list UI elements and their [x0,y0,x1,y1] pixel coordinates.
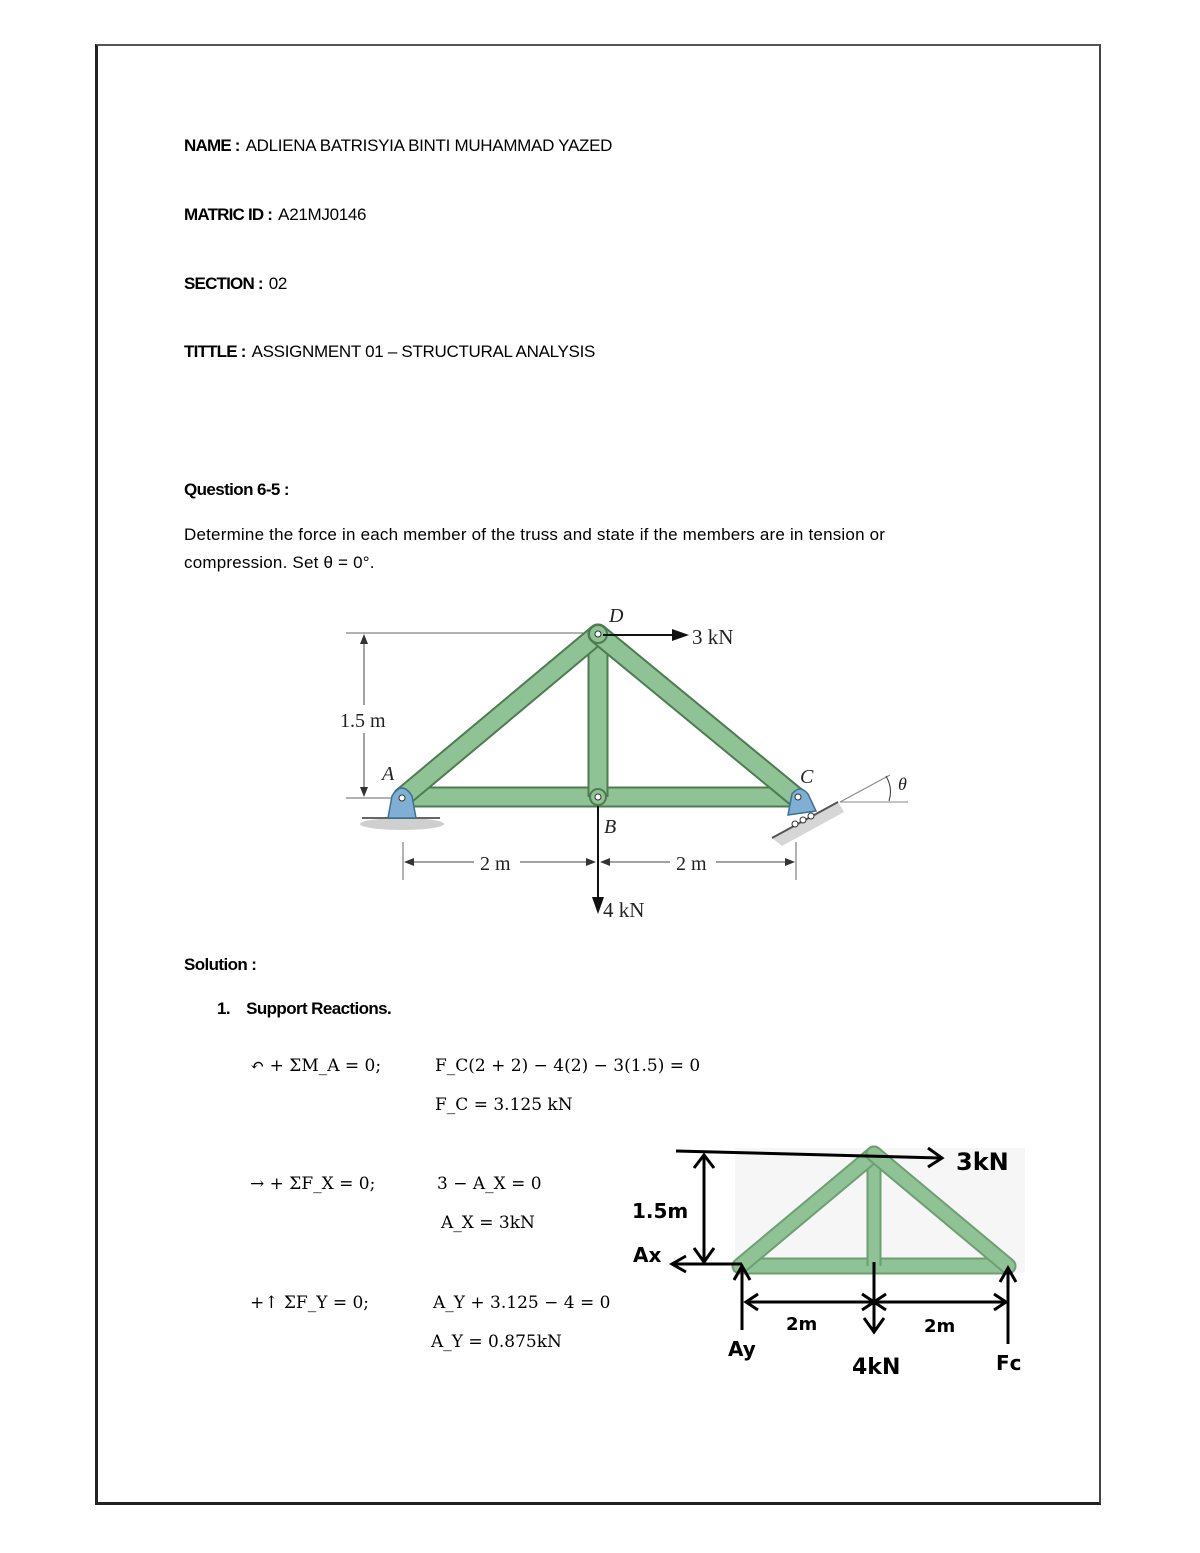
eq2-line2: A_X = 3kN [441,1213,535,1233]
eq1-line2: F_C = 3.125 kN [435,1095,573,1115]
fbd-span-right-label: 2m [924,1316,956,1337]
fbd-ax-label: Ax [633,1243,662,1267]
dim-arrow-4 [785,858,795,866]
fbd-height-label: 1.5m [632,1199,689,1223]
name-label: NAME : [184,136,240,155]
label-d: D [609,605,624,627]
theta-label: θ [898,774,907,794]
solution-title: Solution : [184,955,257,974]
eq1-line1: F_C(2 + 2) − 4(2) − 3(1.5) = 0 [435,1056,701,1076]
member-ad [403,634,598,797]
truss-members [403,625,796,805]
section-label: SECTION : [184,274,263,293]
theta-incline-line [840,775,890,802]
load-4kn-label: 4 kN [603,898,645,922]
name-value: ADLIENA BATRISYIA BINTI MUHAMMAD YAZED [245,136,613,155]
fbd-4kn-label: 4kN [852,1355,901,1380]
question-text-line1: Determine the force in each member of the truss and state if the members are in tension or [184,525,886,544]
pin-d [595,631,601,637]
load-3kn-label: 3 kN [692,625,734,649]
label-c: C [800,766,814,788]
roller-1 [792,821,798,827]
roller-3 [808,813,814,819]
theta-arc [886,776,890,801]
eq2-line1: 3 − A_X = 0 [437,1174,542,1194]
eq3-line1: A_Y + 3.125 − 4 = 0 [433,1293,611,1313]
height-label: 1.5 m [340,710,386,732]
fbd-3kn-label: 3kN [956,1148,1009,1176]
span-left-label: 2 m [480,853,511,875]
load-3kn-arrowhead [672,629,689,641]
label-a: A [382,763,395,785]
dim-arrow-3 [600,858,610,866]
roller-2 [800,817,806,823]
matric-label: MATRIC ID : [184,205,273,224]
title-value: ASSIGNMENT 01 – STRUCTURAL ANALYSIS [251,342,596,361]
matric-line [184,205,366,225]
support-c-body [788,789,816,815]
dim-height-arrow-up [360,634,368,644]
pin-a [399,795,405,801]
eq3-condition: +↑ ΣF_Y = 0; [250,1293,370,1313]
eq1-condition: ↶ + ΣM_A = 0; [250,1056,382,1076]
question-text-line2: compression. Set θ = 0°. [184,553,375,572]
pin-c [795,794,801,800]
title-label: TITTLE : [184,342,246,361]
dim-arrow-2 [586,858,596,866]
span-right-label: 2 m [676,853,707,875]
name-line [184,136,612,156]
title-line [184,342,595,362]
question-title: Question 6-5 : [184,480,289,499]
step1-title: Support Reactions. [246,999,392,1018]
step1-number: 1. [217,999,230,1018]
step1-heading [217,999,391,1019]
eq3-line2: A_Y = 0.875kN [431,1332,562,1352]
fbd-ay-label: Ay [728,1337,756,1361]
matric-value: A21MJ0146 [278,205,367,224]
section-line [184,274,287,294]
ground-a [360,818,444,830]
fbd-fc-label: Fc [996,1351,1022,1375]
dim-height-arrow-down [360,787,368,797]
free-body-diagram [620,1130,1040,1390]
label-b: B [604,816,617,838]
truss-figure [330,600,930,930]
pin-b [595,794,601,800]
fbd-span-left-label: 2m [786,1314,818,1335]
eq2-condition: → + ΣF_X = 0; [250,1174,376,1194]
dim-arrow-1 [404,858,414,866]
member-dc [598,634,796,797]
section-value: 02 [268,274,288,293]
question-text [184,521,1024,577]
